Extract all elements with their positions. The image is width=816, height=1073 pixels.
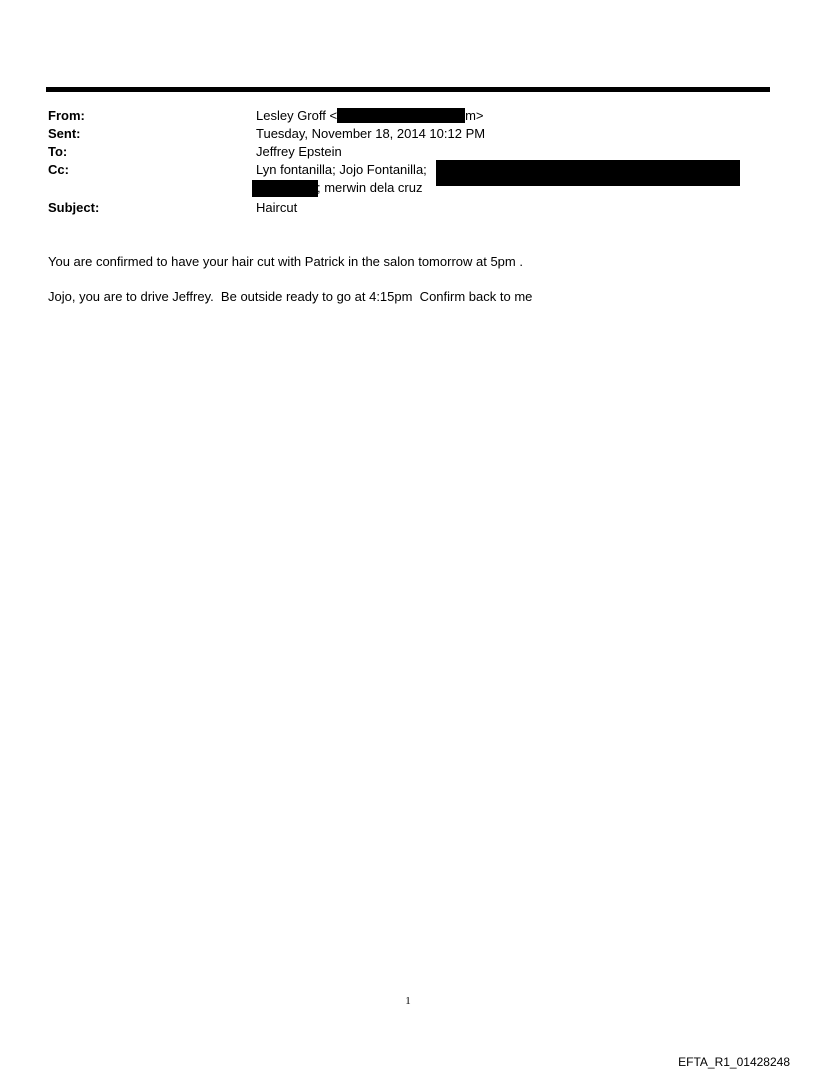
cc-line-2: ; merwin dela cruz (317, 180, 423, 195)
from-email-tail: m> (465, 108, 484, 123)
subject-label: Subject: (48, 200, 100, 215)
from-label: From: (48, 108, 85, 123)
message-body-line: Jojo, you are to drive Jeffrey. Be outside ready to go at 4:15pm Confirm back to me (48, 289, 533, 304)
to-label: To: (48, 144, 68, 159)
page-number: 1 (405, 995, 411, 1007)
redaction-box (337, 108, 465, 123)
header-divider (46, 87, 770, 92)
redaction-box (252, 180, 318, 197)
cc-label: Cc: (48, 162, 69, 177)
message-body-line: You are confirmed to have your hair cut with Patrick in the salon tomorrow at 5pm . (48, 254, 523, 269)
cc-line-1: Lyn fontanilla; Jojo Fontanilla; (256, 162, 427, 177)
from-name: Lesley Groff < (256, 108, 338, 123)
from-value (256, 107, 483, 125)
sent-label: Sent: (48, 126, 81, 141)
to-value: Jeffrey Epstein (256, 144, 342, 159)
sent-value: Tuesday, November 18, 2014 10:12 PM (256, 126, 486, 141)
redaction-box (436, 160, 740, 186)
bates-number: EFTA_R1_01428248 (678, 1055, 790, 1069)
subject-value: Haircut (256, 200, 298, 215)
